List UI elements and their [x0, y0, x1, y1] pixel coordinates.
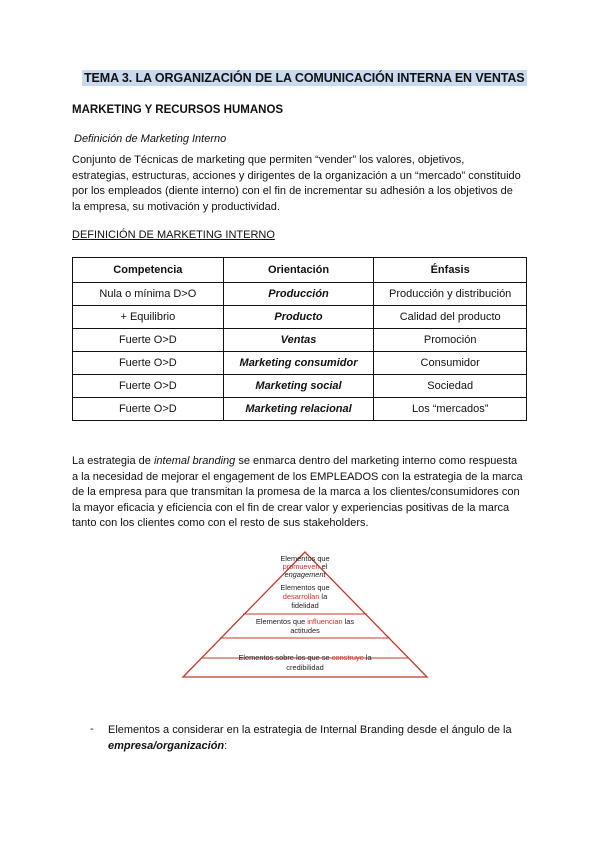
cell-enfasis: Promoción [374, 329, 527, 352]
tier-text-run: el [319, 562, 328, 571]
tier-text: credibilidad [286, 663, 324, 672]
tier-highlight: construye [331, 653, 364, 662]
cell-competencia: Fuerte O>D [73, 375, 224, 398]
cell-enfasis: Producción y distribución [374, 283, 527, 306]
text-run: : [224, 739, 228, 752]
tier-text [238, 653, 372, 662]
tier-text [256, 617, 355, 626]
paragraph-line: a la necesidad de mejorar el engagement de los EMPLEADOS con la estrategia de la marca [72, 470, 523, 483]
cell-competencia: Nula o mínima D>O [73, 283, 224, 306]
cell-competencia: Fuerte O>D [73, 398, 224, 421]
paragraph-line: por los empleados (diente interno) con el fin de incrementar su adhesión a los objetivos de [72, 185, 513, 197]
tier-text: Elementos que [280, 554, 330, 563]
cell-orientacion: Marketing social [223, 375, 374, 398]
bullet-item [108, 723, 538, 754]
table-row [73, 306, 527, 329]
branding-paragraph [72, 454, 542, 532]
cell-enfasis: Consumidor [374, 352, 527, 375]
emphasis-text: empresa/organización [108, 739, 225, 752]
paragraph-line: de la empresa para que transmitan la promesa de la marca a los clientes/consumidores con [72, 486, 520, 498]
paragraph-line: la empresa, su motivación y productividad. [72, 200, 280, 213]
tier-highlight: desarrollan [282, 592, 320, 601]
tier-text [283, 592, 328, 601]
tier-text-run: Elementos sobre los que se [238, 653, 332, 662]
tier-text-run: la [319, 592, 328, 601]
paragraph-line: Conjunto de Técnicas de marketing que permiten “vender” los valores, objetivos, [72, 154, 465, 166]
paragraph-line: tanto con los clientes como con el resto de sus stakeholders. [72, 517, 369, 529]
cell-orientacion: Producto [223, 306, 374, 329]
header-competencia: Competencia [73, 258, 224, 283]
bullet-marker: - [90, 723, 94, 735]
cell-orientacion: Producción [223, 283, 374, 306]
definition-paragraph [72, 153, 532, 215]
tier-text-run: Elementos que [255, 617, 308, 626]
tier-text: fidelidad [291, 601, 319, 610]
tier-highlight: promueven [282, 562, 320, 571]
table-row [73, 329, 527, 352]
paragraph-line: Elementos a considerar en la estrategia de Internal Branding desde el ángulo de la [108, 724, 512, 736]
tier-text: engagement [284, 570, 326, 579]
marketing-interno-table [72, 257, 527, 421]
internal-branding-term: intemal branding [153, 455, 236, 467]
tier-text: actitudes [290, 626, 320, 635]
cell-orientacion: Marketing relacional [223, 398, 374, 421]
text-run: La estrategia de [72, 455, 154, 467]
cell-orientacion: Ventas [223, 329, 374, 352]
section-heading: MARKETING Y RECURSOS HUMANOS [72, 104, 284, 116]
text-run: se enmarca dentro del marketing interno como respuesta [235, 455, 518, 467]
tier-highlight: influencian [307, 617, 343, 626]
tier-text-run: la [363, 653, 372, 662]
paragraph-line [72, 454, 542, 470]
header-enfasis: Énfasis [374, 258, 527, 283]
cell-competencia: Fuerte O>D [73, 329, 224, 352]
table-row [73, 283, 527, 306]
tier-text-run: las [342, 617, 355, 626]
cell-enfasis: Sociedad [374, 375, 527, 398]
document-title: TEMA 3. LA ORGANIZACIÓN DE LA COMUNICACIÓN INTERNA EN VENTAS [84, 71, 525, 85]
tier-text: Elementos que [280, 583, 330, 592]
cell-enfasis: Calidad del producto [374, 306, 527, 329]
cell-competencia: + Equilibrio [73, 306, 224, 329]
table-row [73, 375, 527, 398]
paragraph-line [108, 739, 538, 755]
table-heading: DEFINICIÓN DE MARKETING INTERNO [72, 229, 275, 241]
cell-competencia: Fuerte O>D [73, 352, 224, 375]
definition-subheading: Definición de Marketing Interno [74, 133, 227, 145]
table-row [73, 352, 527, 375]
pyramid-tier-engagement [280, 554, 329, 579]
internal-branding-pyramid [180, 549, 430, 679]
cell-enfasis: Los “mercados” [374, 398, 527, 421]
paragraph-line: estrategias, estructuras, acciones y dirigentes de la organización a un “mercado” constituido [72, 169, 521, 182]
cell-orientacion: Marketing consumidor [223, 352, 374, 375]
paragraph-line: la mayor eficacia y eficiencia con el fin de crear valor y experiencias positivas de la marca [72, 501, 510, 514]
table-row [73, 398, 527, 421]
header-orientacion: Orientación [223, 258, 374, 283]
table-header-row [73, 258, 527, 283]
